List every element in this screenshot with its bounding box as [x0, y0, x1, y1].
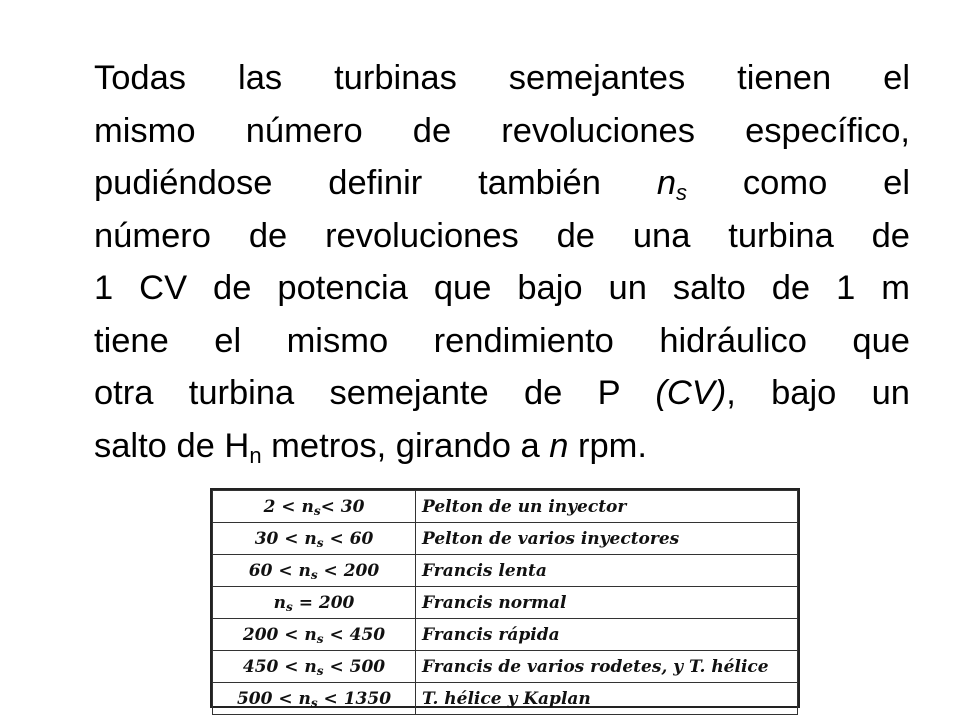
table-row	[213, 491, 798, 523]
text-fragment: metros, girando a	[261, 426, 550, 465]
paragraph-line-2: mismo número de revoluciones específico,	[94, 111, 910, 150]
turbine-type-cell: Pelton de un inyector	[416, 491, 798, 523]
paragraph-line-6: tiene el mismo rendimiento hidráulico que	[94, 321, 910, 360]
variable-n: n	[549, 426, 569, 465]
table-row	[213, 523, 798, 555]
ns-range-cell: $200 < n_s < 450$	[213, 619, 416, 651]
paragraph-line-8	[94, 420, 910, 473]
ns-range-cell: $500 < n_s < 1350$	[213, 683, 416, 715]
ns-range-cell: $60 < n_s < 200$	[213, 555, 416, 587]
turbine-type-cell: Francis lenta	[416, 555, 798, 587]
turbine-classification-table	[210, 488, 800, 708]
table-row	[213, 587, 798, 619]
subscript-n: n	[249, 442, 262, 468]
description-paragraph	[94, 52, 910, 472]
table-row	[213, 555, 798, 587]
text-fragment: rpm.	[568, 426, 648, 465]
table-row	[213, 683, 798, 715]
turbine-type-cell: Francis rápida	[416, 619, 798, 651]
ns-range-cell: $30 < n_s < 60$	[213, 523, 416, 555]
turbine-type-cell: Pelton de varios inyectores	[416, 523, 798, 555]
paragraph-line-1: Todas las turbinas semejantes tienen el	[94, 59, 910, 97]
table	[212, 490, 798, 715]
text-fragment: pudiéndose definir también	[94, 164, 657, 202]
unit-cv: (CV)	[655, 374, 727, 412]
text-fragment: otra turbina semejante de P	[94, 374, 656, 412]
ns-range-cell: $450 < n_s < 500$	[213, 651, 416, 683]
ns-range-cell: $2 < n_s< 30$	[213, 491, 416, 523]
paragraph-line-3	[94, 157, 910, 210]
table-row	[213, 651, 798, 683]
text-fragment: como el	[687, 164, 911, 202]
paragraph-line-5: 1 CV de potencia que bajo un salto de 1 m	[94, 269, 910, 307]
paragraph-line-7	[94, 367, 910, 420]
table-row	[213, 619, 798, 651]
text-fragment: salto de H	[94, 426, 250, 465]
turbine-type-cell: T. hélice y Kaplan	[416, 683, 798, 715]
variable-ns: $n_s$	[656, 164, 687, 205]
ns-range-cell: $n_s = 200$	[213, 587, 416, 619]
text-fragment: , bajo un	[726, 374, 910, 412]
paragraph-line-4: número de revoluciones de una turbina de	[94, 216, 910, 255]
turbine-type-cell: Francis de varios rodetes, y T. hélice	[416, 651, 798, 683]
turbine-type-cell: Francis normal	[416, 587, 798, 619]
